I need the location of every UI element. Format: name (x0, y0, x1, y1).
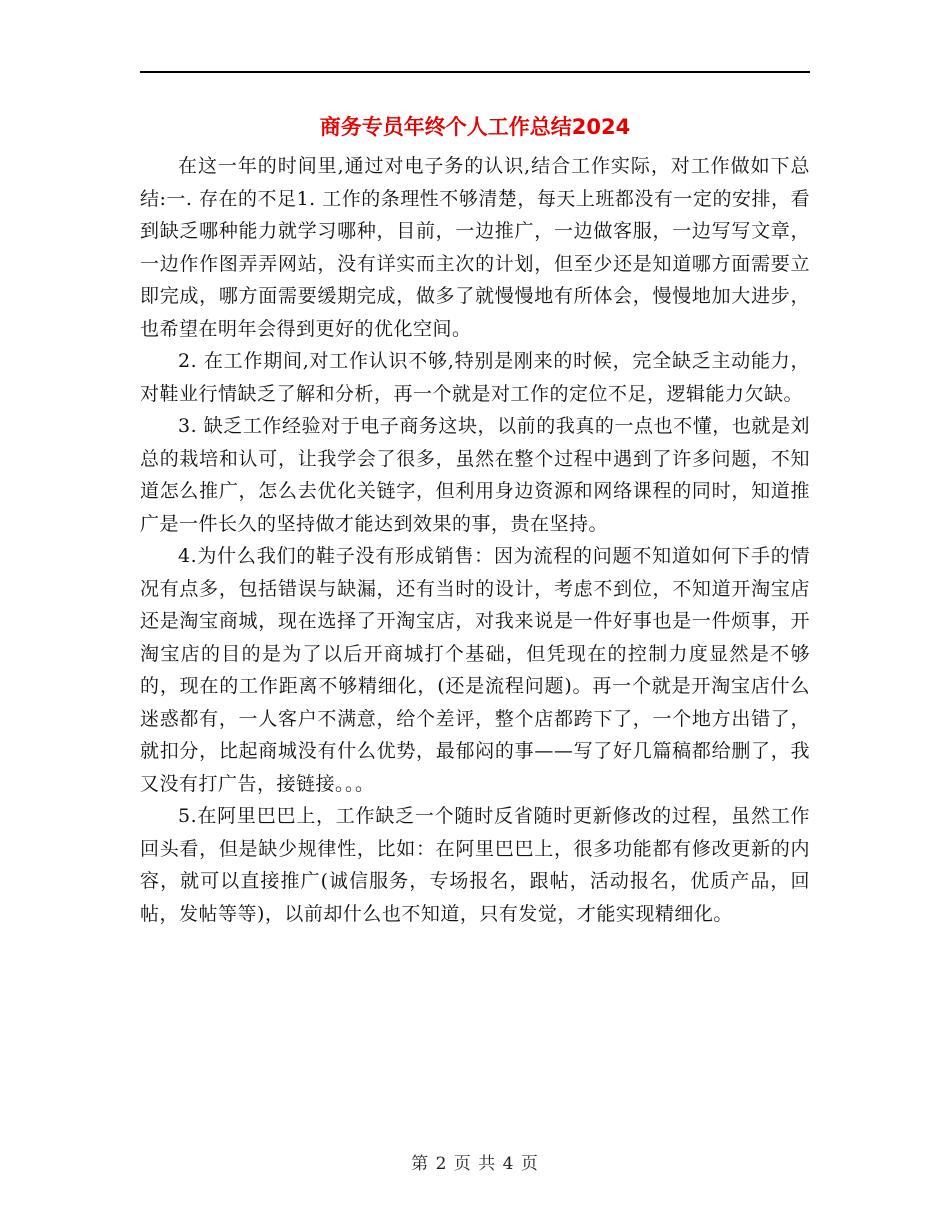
header-rule (140, 71, 810, 73)
paragraph-2: 2. 在工作期间,对工作认识不够,特别是刚来的时候，完全缺乏主动能力，对鞋业行情缺乏了解和分析，再一个就是对工作的定位不足，逻辑能力欠缺。 (140, 350, 810, 405)
paragraph-5: 5.在阿里巴巴上，工作缺乏一个随时反省随时更新修改的过程，虽然工作回头看，但是缺少规律性，比如：在阿里巴巴上，很多功能都有修改更新的内容，就可以直接推广(诚信服务，专场报名，跟帖，活动报名，优质产品，回帖，发帖等等)，以前却什么也不知道，只有发觉，才能实现精细化。 (140, 805, 810, 925)
document-body (140, 150, 810, 930)
paragraph-1: 在这一年的时间里,通过对电子务的认识,结合工作实际，对工作做如下总结:一. 存在的不足1. 工作的条理性不够清楚，每天上班都没有一定的安排，看到缺乏哪种能力就学习哪种，目前，一边推广，一边做客服，一边写写文章，一边作作图弄弄网站，没有详实而主次的计划，但至少还是知道哪方面需要立即完成，哪方面需要缓期完成，做多了就慢慢地有所体会，慢慢地加大进步，也希望在明年会得到更好的优化空间。 (140, 155, 810, 340)
paragraph-3: 3. 缺乏工作经验对于电子商务这块，以前的我真的一点也不懂，也就是刘总的栽培和认可，让我学会了很多，虽然在整个过程中遇到了许多问题，不知道怎么推广，怎么去优化关链字，但利用身边资源和网络课程的同时，知道推广是一件长久的坚持做才能达到效果的事，贵在坚持。 (140, 415, 810, 535)
document-title: 商务专员年终个人工作总结2024 (319, 115, 631, 139)
paragraph-4: 4.为什么我们的鞋子没有形成销售：因为流程的问题不知道如何下手的情况有点多，包括错误与缺漏，还有当时的设计，考虑不到位，不知道开淘宝店还是淘宝商城，现在选择了开淘宝店，对我来说是一件好事也是一件烦事，开淘宝店的目的是为了以后开商城打个基础，但凭现在的控制力度显然是不够的，现在的工作距离不够精细化，(还是流程问题)。再一个就是开淘宝店什么迷惑都有，一人客户不满意，给个差评，整个店都跨下了，一个地方出错了，就扣分，比起商城没有什么优势，最郁闷的事——写了好几篇稿都给删了，我又没有打广告，接链接。。。 (140, 545, 810, 795)
page-indicator: 第 2 页 共 4 页 (411, 1154, 539, 1174)
